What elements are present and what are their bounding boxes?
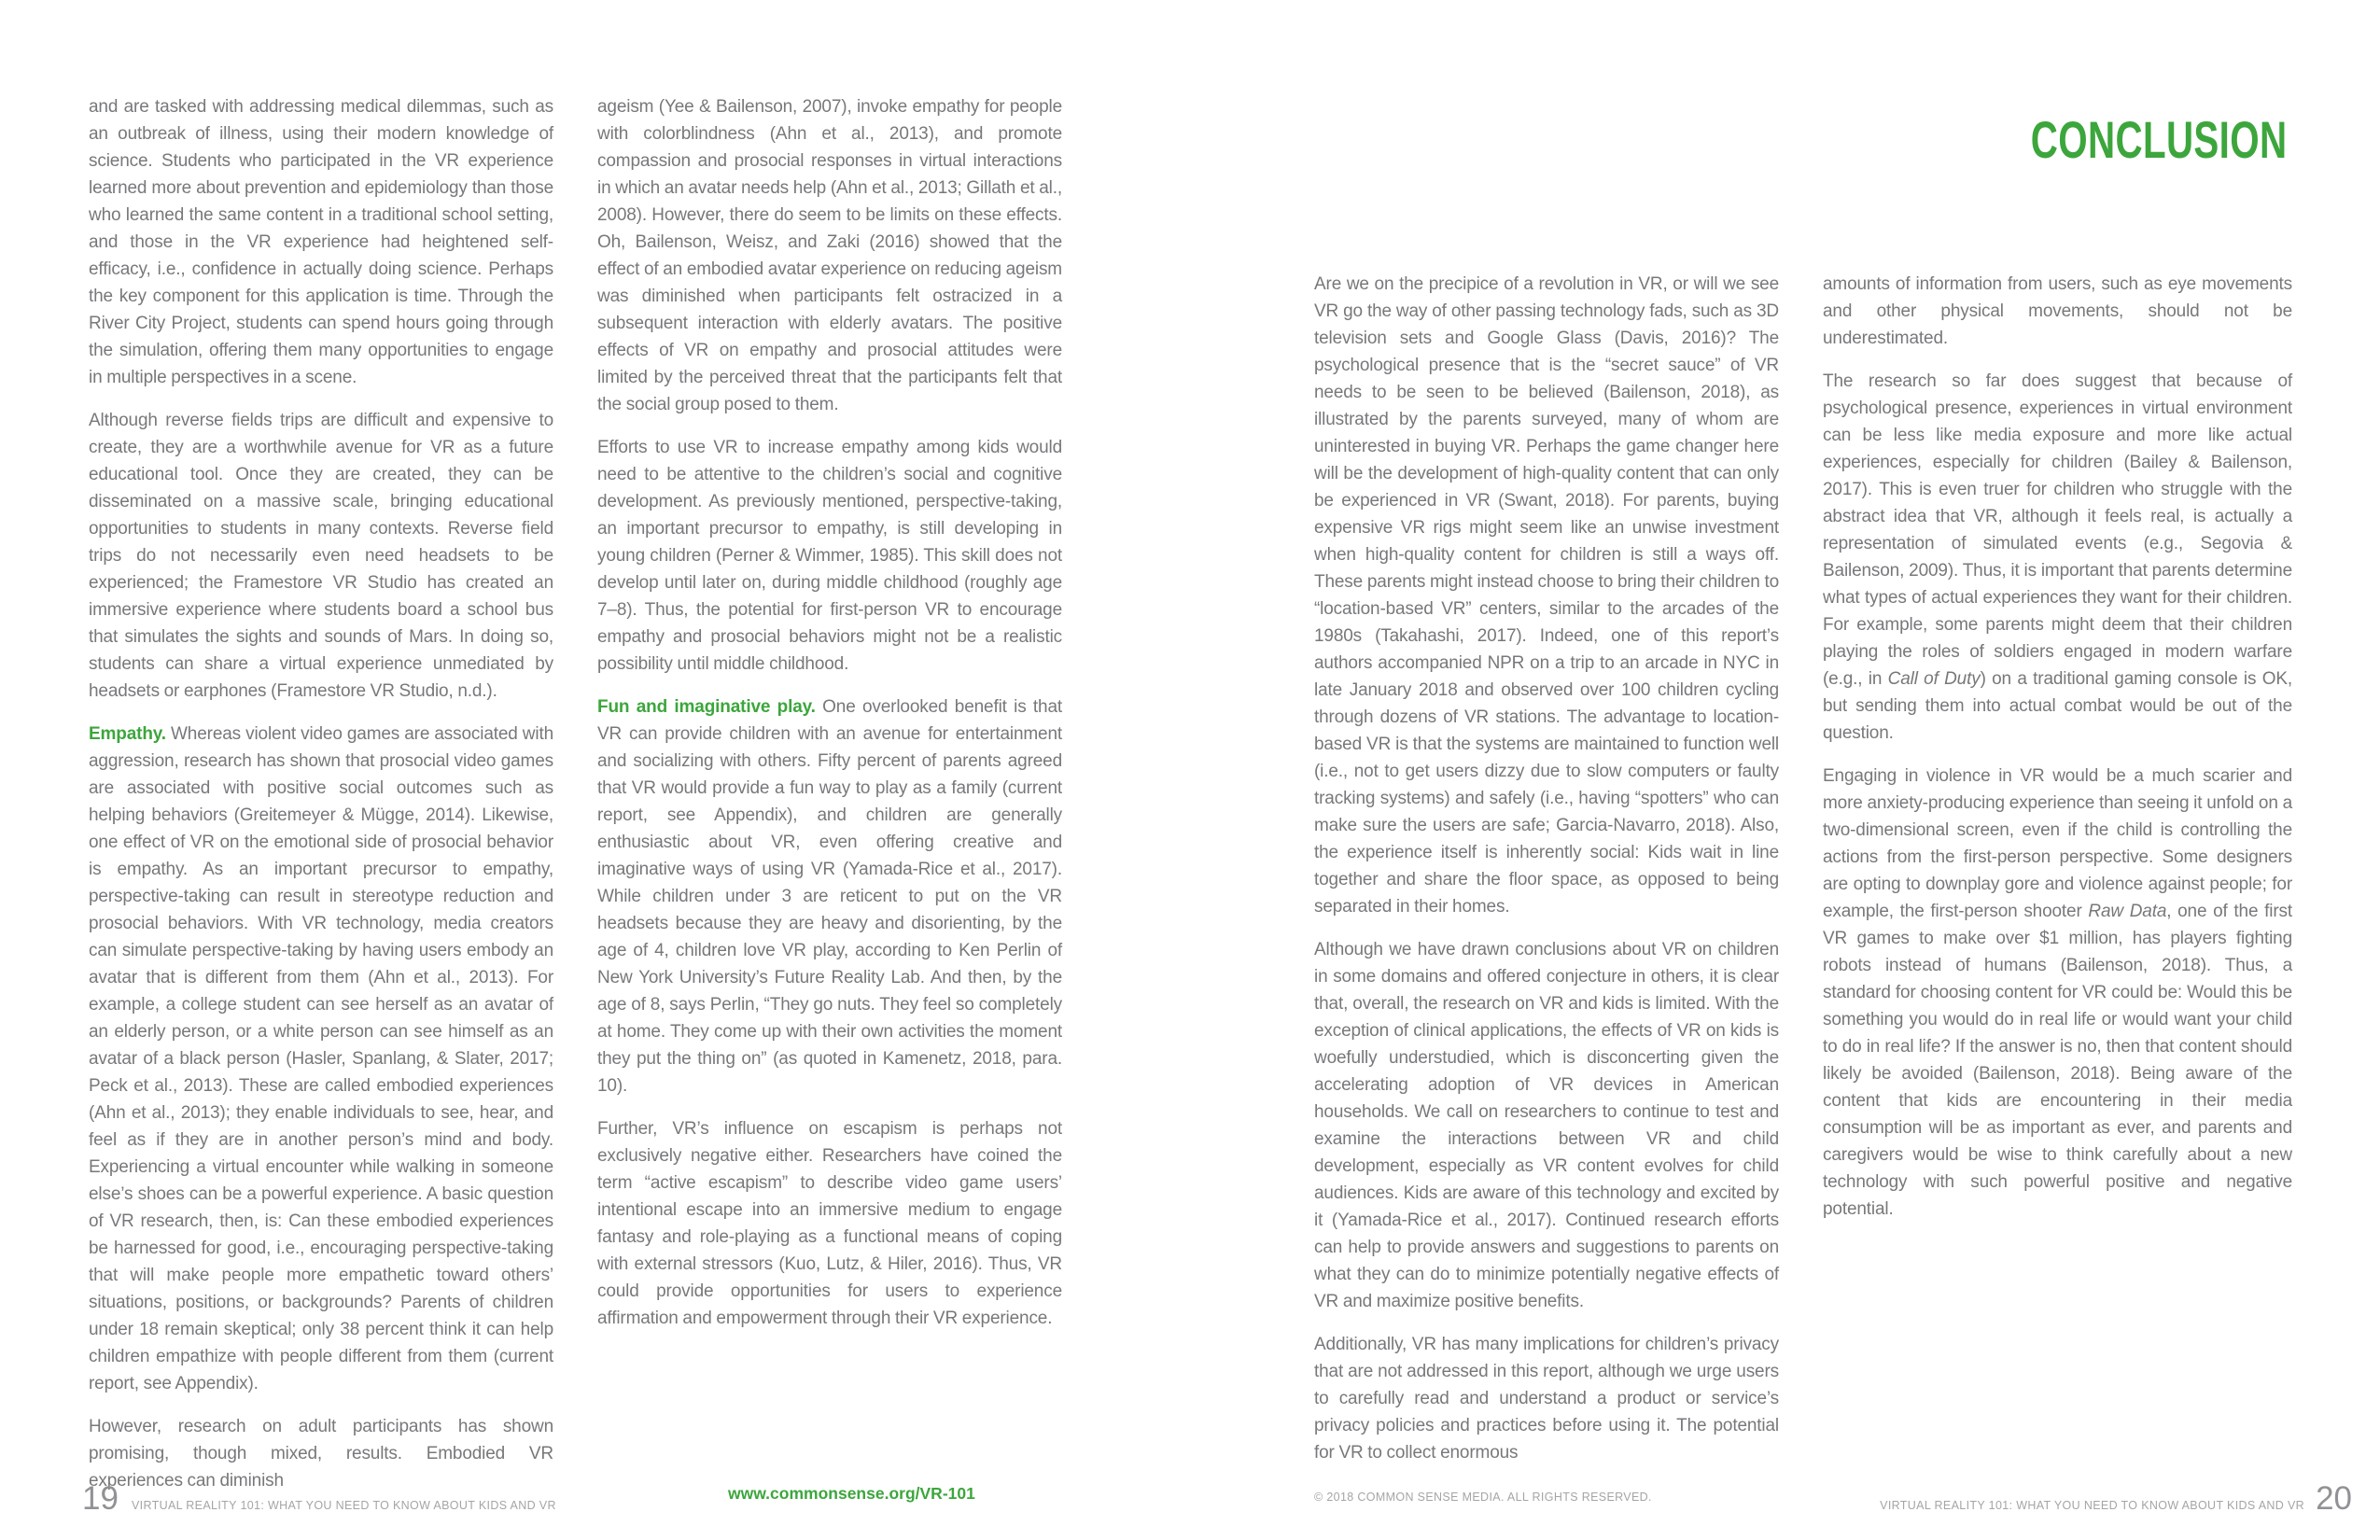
run-in-heading-empathy: Empathy. (89, 724, 166, 744)
paragraph: The research so far does suggest that because of psychological presence, experiences in virtual environment can be less like media exposure and more like actual experiences, especially for children (Bailey & Bailenson, 2017). This is even truer for children who struggle with the abstract idea that VR, although it feels real, is actually a representation of simulated events (e.g., Segovia & Bailenson, 2009). Thus, it is important that parents determine what types of actual experiences they want for their children. For example, some parents might deem that their children playing the roles of soldiers engaged in modern warfare (e.g., in Call of Duty) on a traditional gaming console is OK, but sending them into actual combat would be out of the question. (1823, 371, 2292, 743)
paragraph: and are tasked with addressing medical dilemmas, such as an outbreak of illness, using their modern knowledge of science. Students who participated in the VR experience learned more about prevention and epidemiology than those who learned the same content in a traditional school setting, and those in the VR experience had heightened self-efficacy, i.e., confidence in actually doing science. Perhaps the key component for this application is time. Through the River City Project, students can spend hours going through the simulation, offering them many opportunities to engage in multiple perspectives in a scene. (89, 97, 553, 387)
left-page-column-1 (89, 93, 553, 1494)
copyright-text: © 2018 COMMON SENSE MEDIA. ALL RIGHTS RESERVED. (1314, 1491, 1652, 1504)
footer-copyright (1314, 1489, 1652, 1505)
paragraph: Although reverse fields trips are difficult and expensive to create, they are a worthwhile avenue for VR as a future educational tool. Once they are created, they can be disseminated on a massive scale, bringing educational opportunities to students in many contexts. Reverse field trips do not necessarily even need headsets to be experienced; the Framestore VR Studio has created an immersive experience where students board a school bus that simulates the sights and sounds of Mars. In doing so, students can share a virtual experience unmediated by headsets or earphones (Framestore VR Studio, n.d.). (89, 411, 553, 701)
paragraph-text: One overlooked benefit is that VR can provide children with an avenue for entertainment and socializing with others. Fifty percent of parents agreed that VR would provide a fun way to play as a family (current report, see Appendix), and children are generally enthusiastic about VR, even offering creative and imaginative ways of using VR (Yamada-Rice et al., 2017). While children under 3 are reticent to put on the VR headsets because they are heavy and disorienting, by the age of 4, children love VR play, according to Ken Perlin of New York University’s Future Reality Lab. And then, by the age of 8, says Perlin, “They go nuts. They feel so completely at home. They come up with their own activities the moment they put the thing on” (as quoted in Kamenetz, 2018, para. 10). (597, 697, 1062, 1096)
paragraph (89, 721, 553, 1397)
paragraph: However, research on adult participants has shown promising, though mixed, results. Embodied VR experiences can diminish (89, 1417, 553, 1491)
left-page-column-2 (597, 93, 1062, 1332)
footer-right (1880, 1482, 2352, 1515)
footer-left (82, 1482, 556, 1515)
website-link[interactable]: www.commonsense.org/VR-101 (728, 1484, 975, 1503)
paragraph: amounts of information from users, such as eye movements and other physical movements, should not be underestimated. (1823, 274, 2292, 348)
conclusion-heading: CONCLUSION (2030, 110, 2287, 169)
paragraph: Although we have drawn conclusions about VR on children in some domains and offered conjecture in others, it is clear that, overall, the research on VR and kids is limited. With the exception of clinical applications, the effects of VR on kids is woefully understudied, which is disconcerting given the accelerating adoption of VR devices in American households. We call on researchers to continue to test and examine the interactions between VR and child development, especially as VR content evolves for child audiences. Kids are aware of this technology and excited by it (Yamada-Rice et al., 2017). Continued research efforts can help to provide answers and suggestions to parents on what they can do to minimize potentially negative effects of VR and maximize positive benefits. (1314, 940, 1779, 1311)
page-20 (1190, 0, 2380, 1540)
paragraph: ageism (Yee & Bailenson, 2007), invoke empathy for people with colorblindness (Ahn et al., 2013), and promote compassion and prosocial responses in virtual interactions in which an avatar needs help (Ahn et al., 2013; Gillath et al., 2008). However, there do seem to be limits on these effects. Oh, Bailenson, Weisz, and Zaki (2016) showed that the effect of an embodied avatar experience on reducing ageism was diminished when participants felt ostracized in a subsequent interaction with elderly avatars. The positive effects of VR on empathy and prosocial attitudes were limited by the perceived threat that the participants felt that the social group posed to them. (597, 97, 1062, 414)
paragraph: Further, VR’s influence on escapism is perhaps not exclusively negative either. Researchers have coined the term “active escapism” to describe video game users’ intentional escape into an immersive medium to engage fantasy and role-playing as a functional means of coping with external stressors (Kuo, Lutz, & Hiler, 2016). Thus, VR could provide opportunities for users to experience affirmation and empowerment through their VR experience. (597, 1119, 1062, 1328)
right-page-column-1 (1314, 271, 1779, 1466)
footer-document-title: VIRTUAL REALITY 101: WHAT YOU NEED TO KNOW ABOUT KIDS AND VR (131, 1499, 556, 1512)
page-number-20: 20 (2316, 1480, 2352, 1517)
footer-document-title: VIRTUAL REALITY 101: WHAT YOU NEED TO KNOW ABOUT KIDS AND VR (1880, 1499, 2305, 1512)
paragraph-text: Whereas violent video games are associated with aggression, research has shown that prosocial video games are associated with positive social outcomes such as helping behaviors (Greitemeyer & Mügge, 2014). Likewise, one effect of VR on the emotional side of prosocial behavior is empathy. As an important precursor to empathy, perspective-taking can result in stereotype reduction and prosocial behaviors. With VR technology, media creators can simulate perspective-taking by having users embody an avatar that is different from them (Ahn et al., 2013). For example, a college student can see herself as an avatar of an elderly person, or a white person can see himself as an avatar of a black person (Hasler, Spanlang, & Slater, 2017; Peck et al., 2013). These are called embodied experiences (Ahn et al., 2013); they enable individuals to see, hear, and feel as if they are in another person’s mind and body. Experiencing a virtual encounter while walking in someone else’s shoes can be a powerful experience. A basic question of VR research, then, is: Can these embodied experiences be harnessed for good, i.e., encouraging perspective-taking that will make people more empathetic toward others’ situations, positions, or backgrounds? Parents of children under 18 remain skeptical; only 38 percent think it can help children empathize with people different from them (current report, see Appendix). (89, 724, 553, 1393)
paragraph (597, 693, 1062, 1099)
paragraph: Are we on the precipice of a revolution in VR, or will we see VR go the way of other passing technology fads, such as 3D television sets and Google Glass (Davis, 2016)? The psychological presence that is the “secret sauce” of VR needs to be seen to be believed (Bailenson, 2018), as illustrated by the parents surveyed, many of whom are uninterested in buying VR. Perhaps the game changer here will be the development of high-quality content that can only be experienced in VR (Swant, 2018). For parents, buying expensive VR rigs might seem like an unwise investment when high-quality content for children is still a ways off. These parents might instead choose to bring their children to “location-based VR” centers, similar to the arcades of the 1980s (Takahashi, 2017). Indeed, one of this report’s authors accompanied NPR on a trip to an arcade in NYC in late January 2018 and observed over 100 children cycling through dozens of VR stations. The advantage to location-based VR is that the systems are maintained to function well (i.e., not to get users dizzy due to slow computers or faulty tracking systems) and safely (i.e., having “spotters” who can make sure the users are safe; Garcia-Navarro, 2018). Also, the experience itself is inherently social: Kids wait in line together and share the floor space, as opposed to being separated in their homes. (1314, 274, 1779, 917)
right-page-column-2 (1823, 271, 2292, 1223)
paragraph: Efforts to use VR to increase empathy among kids would need to be attentive to the children’s social and cognitive development. As previously mentioned, perspective-taking, an important precursor to empathy, is still developing in young children (Perner & Wimmer, 1985). This skill does not develop until later on, during middle childhood (roughly age 7–8). Thus, the potential for first-person VR to encourage empathy and prosocial behaviors might not be a realistic possibility until middle childhood. (597, 438, 1062, 674)
paragraph: Additionally, VR has many implications for children’s privacy that are not addressed in this report, although we urge users to carefully read and understand a product or service’s privacy policies and practices before using it. The potential for VR to collect enormous (1314, 1335, 1779, 1463)
run-in-heading-fun-play: Fun and imaginative play. (597, 697, 816, 717)
page-number-19: 19 (82, 1480, 119, 1517)
paragraph: Engaging in violence in VR would be a much scarier and more anxiety-producing experience than seeing it unfold on a two-dimensional screen, even if the child is controlling the actions from the first-person perspective. Some designers are opting to downplay gore and violence against people; for example, the first-person shooter Raw Data, one of the first VR games to make over $1 million, has players fighting robots instead of humans (Bailenson, 2018). Thus, a standard for choosing content for VR could be: Would this be something you would do in real life or would want your child to do in real life? If the answer is no, then that content should likely be avoided (Bailenson, 2018). Being aware of the content that kids are encountering in their media consumption will be as important as ever, and parents and caregivers would be wise to think carefully about a new technology with such powerful positive and negative potential. (1823, 766, 2292, 1219)
